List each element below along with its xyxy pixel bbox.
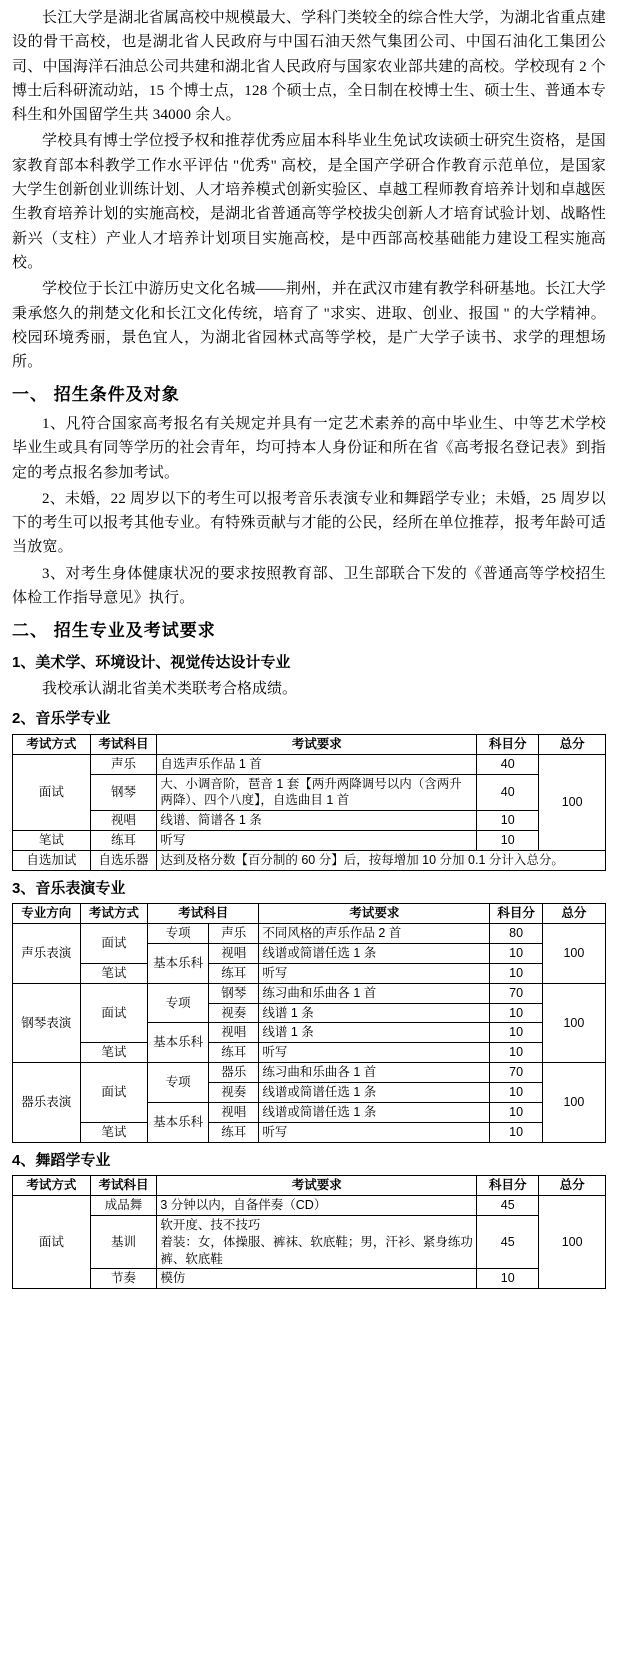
table-row	[13, 1043, 606, 1063]
column-header: 科目分	[490, 904, 542, 924]
music-education-exam-table	[12, 734, 606, 871]
total-score: 100	[542, 924, 605, 984]
intro-paragraph-3: 学校位于长江中游历史文化名城——荆州，并在武汉市建有教学科研基地。长江大学秉承悠久的荆楚文化和长江文化传统，培育了 "求实、进取、创业、报国 " 的大学精神。校园环境秀丽，景色宜人，为湖北省园林式高等学校，是广大学子读书、求学的理想场所。	[12, 281, 606, 371]
subject-score: 70	[490, 983, 542, 1003]
exam-method: 笔试	[80, 963, 148, 983]
column-header: 考试方式	[13, 1176, 91, 1196]
exam-requirement: 听写	[157, 831, 477, 851]
table-row	[13, 754, 606, 774]
exam-subject: 视奏	[209, 1083, 259, 1103]
major-direction: 器乐表演	[13, 1063, 81, 1143]
exam-method: 笔试	[13, 831, 91, 851]
exam-requirement: 不同风格的声乐作品 2 首	[259, 924, 490, 944]
exam-requirement: 线谱、简谱各 1 条	[157, 811, 477, 831]
exam-subject: 钢琴	[90, 774, 157, 811]
column-header: 考试要求	[259, 904, 490, 924]
exam-requirement: 自选声乐作品 1 首	[157, 754, 477, 774]
intro-paragraph-2: 学校具有博士学位授予权和推荐优秀应届本科毕业生免试攻读硕士研究生资格，是国家教育部本科教学工作水平评估 "优秀" 高校，是全国产学研合作教育示范单位，是国家大学生创新创业训练计划、人才培养模式创新实验区、卓越工程师教育培养计划和卓越医生教育培养计划的实施高校，是湖北省普通高等学校拔尖创新人才培育试验计划、战略性新兴（支柱）产业人才培养计划项目实施高校，是中西部高校基础能力建设工程实施高校。	[12, 133, 606, 271]
table-row	[13, 831, 606, 851]
exam-category: 基本乐科	[148, 943, 209, 983]
subject-score: 10	[477, 1269, 539, 1289]
table-row	[13, 811, 606, 831]
exam-method: 面试	[80, 983, 148, 1043]
table-header-row	[13, 1176, 606, 1196]
column-header: 考试方式	[80, 904, 148, 924]
table-row	[13, 1063, 606, 1083]
column-header: 考试科目	[90, 734, 157, 754]
exam-requirement: 练习曲和乐曲各 1 首	[259, 983, 490, 1003]
exam-category: 专项	[148, 983, 209, 1023]
major1-heading: 1、美术学、环境设计、视觉传达设计专业	[12, 653, 291, 671]
subject-score: 10	[490, 1102, 542, 1122]
exam-subject: 练耳	[90, 831, 157, 851]
section-one-item-3: 3、对考生身体健康状况的要求按照教育部、卫生部联合下发的《普通高等学校招生体检工作指导意见》执行。	[12, 565, 606, 607]
column-header: 总分	[539, 734, 606, 754]
exam-subject: 钢琴	[209, 983, 259, 1003]
exam-method-optional: 自选加试	[13, 851, 91, 871]
subject-score: 70	[490, 1063, 542, 1083]
exam-subject: 成品舞	[90, 1195, 157, 1215]
table-header-row	[13, 904, 606, 924]
column-header: 考试要求	[157, 1176, 477, 1196]
exam-requirement: 模仿	[157, 1269, 477, 1289]
dance-exam-table	[12, 1175, 606, 1289]
column-header: 总分	[542, 904, 605, 924]
major3-heading: 3、音乐表演专业	[12, 879, 126, 897]
exam-requirement-optional: 达到及格分数【百分制的 60 分】后，按每增加 10 分加 0.1 分计入总分。	[157, 851, 606, 871]
intro-paragraph-1: 长江大学是湖北省属高校中规模最大、学科门类较全的综合性大学，为湖北省重点建设的骨干高校，也是湖北省人民政府与中国石油天然气集团公司、中国石油化工集团公司、中国海洋石油总公司共建和湖北省人民政府与国家农业部共建的高校。学校现有 2 个博士后科研流动站，15 个博士点，128 个硕士点，全日制在校博士生、硕士生、普通本专科生和外国留学生共 34000 余人。	[12, 10, 606, 124]
major2-heading: 2、音乐学专业	[12, 710, 111, 728]
table-row	[13, 1195, 606, 1215]
column-header: 科目分	[477, 1176, 539, 1196]
exam-subject: 视奏	[209, 1003, 259, 1023]
exam-method: 面试	[80, 1063, 148, 1123]
exam-subject: 声乐	[209, 924, 259, 944]
column-header: 考试方式	[13, 734, 91, 754]
subject-score: 10	[490, 943, 542, 963]
column-header: 总分	[539, 1176, 606, 1196]
subject-score: 10	[490, 1122, 542, 1142]
table-row-extra	[13, 851, 606, 871]
table-row	[13, 774, 606, 811]
exam-method: 面试	[13, 754, 91, 831]
exam-requirement: 听写	[259, 963, 490, 983]
total-score: 100	[542, 983, 605, 1063]
table-row	[13, 1215, 606, 1269]
subject-score: 80	[490, 924, 542, 944]
column-header: 科目分	[477, 734, 539, 754]
exam-category: 基本乐科	[148, 1023, 209, 1063]
exam-category: 基本乐科	[148, 1102, 209, 1142]
exam-subject: 视唱	[209, 943, 259, 963]
exam-subject: 声乐	[90, 754, 157, 774]
column-header: 专业方向	[13, 904, 81, 924]
subject-score: 10	[490, 1083, 542, 1103]
total-score: 100	[539, 754, 606, 850]
exam-method: 笔试	[80, 1122, 148, 1142]
section-one-title: 一、 招生条件及对象	[12, 385, 180, 405]
exam-subject: 练耳	[209, 1122, 259, 1142]
exam-requirement: 听写	[259, 1122, 490, 1142]
exam-requirement: 线谱或简谱任选 1 条	[259, 1102, 490, 1122]
total-score: 100	[539, 1195, 606, 1288]
section-two-title: 二、 招生专业及考试要求	[12, 621, 216, 641]
major1-text: 我校承认湖北省美术类联考合格成绩。	[42, 681, 298, 698]
subject-score: 10	[490, 963, 542, 983]
exam-requirement: 软开度、技不技巧 着装：女，体操服、裤袜、软底鞋；男，汗衫、紧身练功裤、软底鞋	[157, 1215, 477, 1269]
exam-requirement: 大、小调音阶，琶音 1 套【两升两降调号以内（含两升两降）、四个八度】，自选曲目 1 首	[157, 774, 477, 811]
exam-subject: 视唱	[209, 1023, 259, 1043]
table-row	[13, 924, 606, 944]
column-header: 考试科目	[148, 904, 259, 924]
column-header: 考试科目	[90, 1176, 157, 1196]
subject-score: 10	[477, 811, 539, 831]
exam-requirement: 线谱 1 条	[259, 1003, 490, 1023]
music-performance-exam-table	[12, 903, 606, 1143]
table-row	[13, 1122, 606, 1142]
subject-score: 10	[490, 1043, 542, 1063]
exam-subject: 节奏	[90, 1269, 157, 1289]
section-one-item-1: 1、凡符合国家高考报名有关规定并具有一定艺术素养的高中毕业生、中等艺术学校毕业生或具有同等学历的社会青年，均可持本人身份证和所在省《高考报名登记表》到指定的考点报名参加考试。	[12, 415, 606, 481]
major4-heading: 4、舞蹈学专业	[12, 1151, 111, 1169]
exam-requirement: 3 分钟以内，自备伴奏（CD）	[157, 1195, 477, 1215]
table-row	[13, 1269, 606, 1289]
exam-requirement: 线谱或简谱任选 1 条	[259, 943, 490, 963]
subject-score: 10	[477, 831, 539, 851]
exam-subject: 视唱	[90, 811, 157, 831]
exam-subject-optional: 自选乐器	[90, 851, 157, 871]
section-one-item-2: 2、未婚，22 周岁以下的考生可以报考音乐表演专业和舞蹈学专业；未婚，25 周岁以下的考生可以报考其他专业。有特殊贡献与才能的公民，经所在单位推荐，报考年龄可适当放宽。	[12, 490, 606, 556]
subject-score: 40	[477, 754, 539, 774]
total-score: 100	[542, 1063, 605, 1143]
subject-score: 10	[490, 1023, 542, 1043]
table-header-row	[13, 734, 606, 754]
exam-subject: 练耳	[209, 1043, 259, 1063]
subject-score: 40	[477, 774, 539, 811]
table-row	[13, 963, 606, 983]
exam-subject: 基训	[90, 1215, 157, 1269]
subject-score: 45	[477, 1215, 539, 1269]
exam-method: 面试	[13, 1195, 91, 1288]
exam-subject: 器乐	[209, 1063, 259, 1083]
exam-subject: 视唱	[209, 1102, 259, 1122]
subject-score: 10	[490, 1003, 542, 1023]
subject-score: 45	[477, 1195, 539, 1215]
table-row	[13, 983, 606, 1003]
exam-method: 面试	[80, 924, 148, 964]
exam-category: 专项	[148, 924, 209, 944]
exam-category: 专项	[148, 1063, 209, 1103]
exam-requirement: 线谱 1 条	[259, 1023, 490, 1043]
column-header: 考试要求	[157, 734, 477, 754]
exam-requirement: 线谱或简谱任选 1 条	[259, 1083, 490, 1103]
exam-requirement: 练习曲和乐曲各 1 首	[259, 1063, 490, 1083]
major-direction: 声乐表演	[13, 924, 81, 984]
major-direction: 钢琴表演	[13, 983, 81, 1063]
exam-method: 笔试	[80, 1043, 148, 1063]
exam-requirement: 听写	[259, 1043, 490, 1063]
exam-subject: 练耳	[209, 963, 259, 983]
